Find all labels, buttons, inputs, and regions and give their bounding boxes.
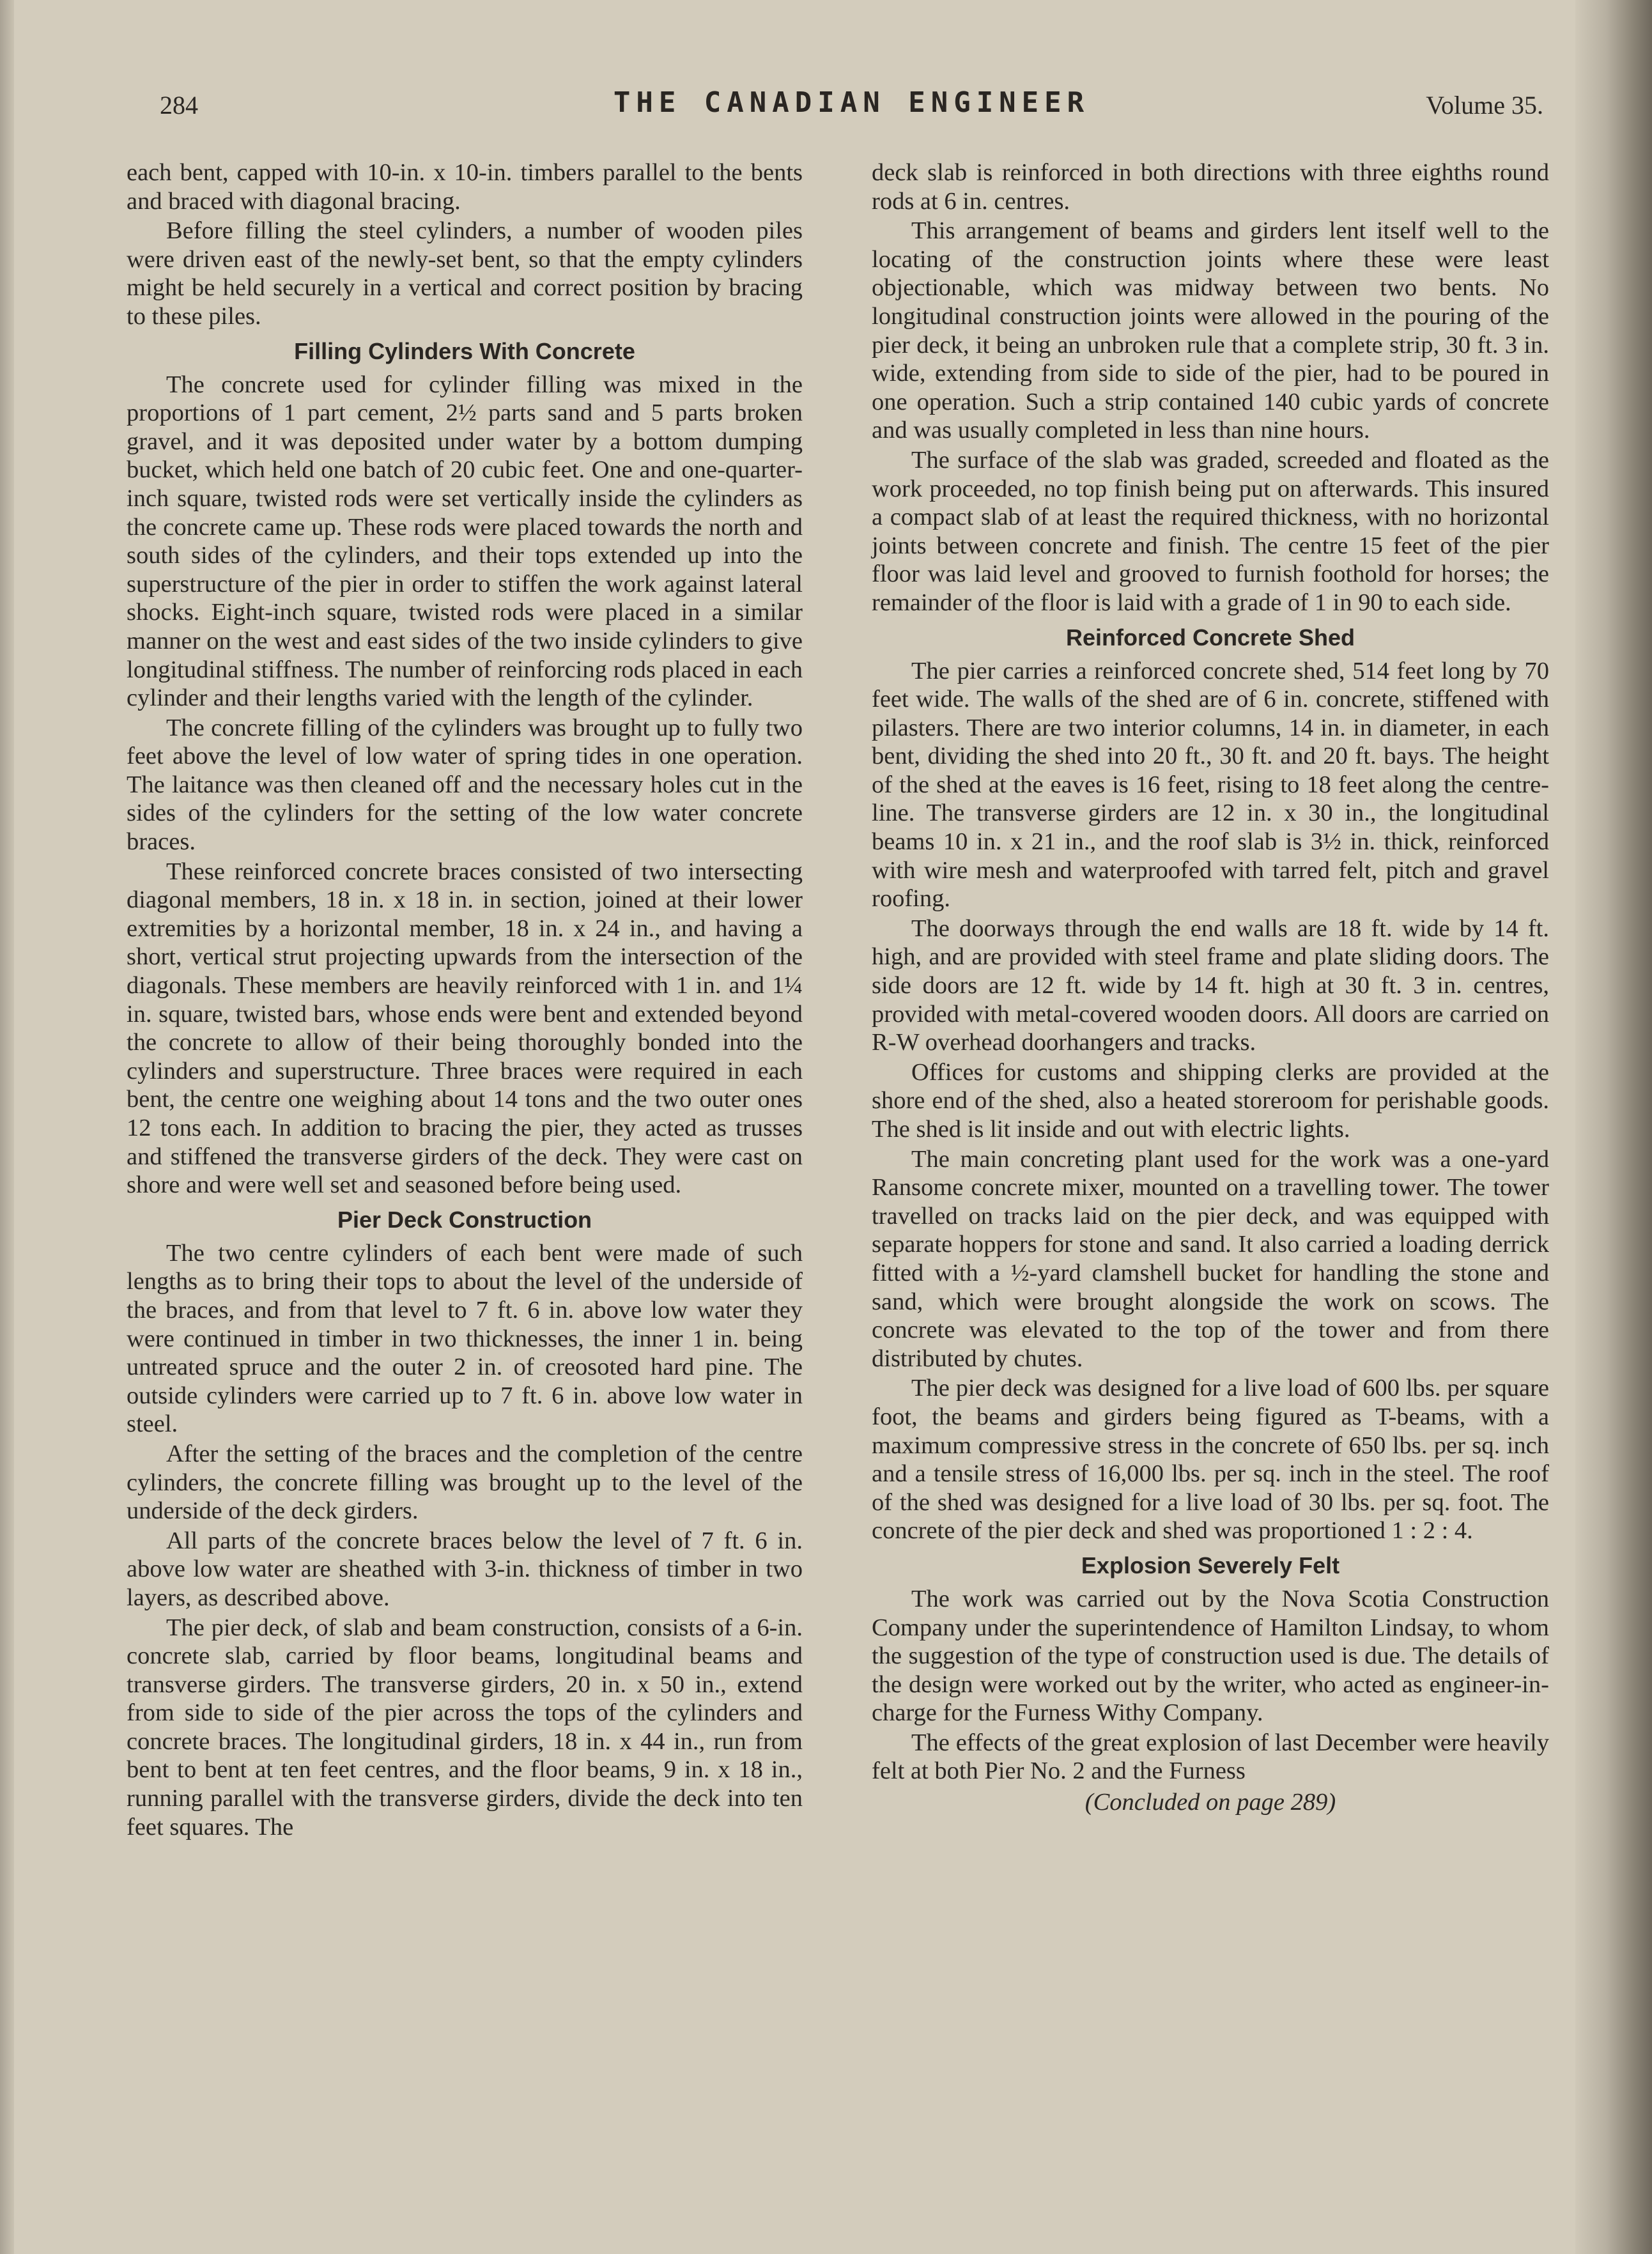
paragraph: This arrangement of beams and girders lent itself well to the locating of the construction joints where these were least objectionable, which was midway between two bents. No longitudinal construction joints were allowed in the pouring of the pier deck, it being an unbroken rule that a complete strip, 30 ft. 3 in. wide, extending from side to side of the pier, had to be poured in one operation. Such a strip contained 140 cubic yards of concrete and was usually completed in less than nine hours. (872, 217, 1549, 444)
paragraph: The surface of the slab was graded, screeded and floated as the work proceeded, no top finish being put on afterwards. This insured a compact slab of at least the required thickness, with no horizontal joints between concrete and finish. The centre 15 feet of the pier floor was laid level and grooved to furnish foothold for horses; the remainder of the floor is laid with a grade of 1 in 90 to each side. (872, 446, 1549, 616)
paragraph: The main concreting plant used for the work was a one-yard Ransome concrete mixer, mounted on a travelling tower. The tower travelled on tracks laid on the pier deck, and was equipped with separate hoppers for stone and sand. It also carried a loading derrick fitted with a ½-yard clamshell bucket for handling the stone and sand, which were brought alongside the work on scows. The concrete was elevated to the top of the tower and from there distributed by chutes. (872, 1145, 1549, 1372)
section-heading: Filling Cylinders With Concrete (294, 337, 635, 364)
section-heading: Explosion Severely Felt (1081, 1552, 1340, 1579)
section-heading: Reinforced Concrete Shed (1065, 624, 1355, 651)
paragraph: The effects of the great explosion of last December were heavily felt at both Pier No. 2 and the Furness (872, 1729, 1549, 1785)
paragraph: Before filling the steel cylinders, a number of wooden piles were driven east of the newly-set bent, so that the empty cylinders might be held securely in a vertical and correct position by bracing to these piles. (127, 217, 803, 330)
paragraph: The pier deck was designed for a live load of 600 lbs. per square foot, the beams and girders being figured as T-beams, with a maximum compressive stress in the concrete of 650 lbs. per sq. inch and a tensile stress of 16,000 lbs. per sq. inch in the steel. The roof of the shed was designed for a live load of 30 lbs. per sq. foot. The concrete of the pier deck and shed was proportioned 1 : 2 : 4. (872, 1375, 1549, 1545)
paragraph: After the setting of the braces and the completion of the centre cylinders, the concrete filling was brought up to the level of the underside of the deck girders. (127, 1440, 803, 1525)
journal-title: THE CANADIAN ENGINEER (613, 86, 1090, 119)
page-left-edge (0, 0, 14, 2254)
volume-number: Volume 35. (1426, 91, 1543, 120)
paragraph: The pier carries a reinforced concrete shed, 514 feet long by 70 feet wide. The walls of the shed are of 6 in. concrete, stiffened with pilasters. There are two interior columns, 14 in. in diameter, in each bent, dividing the shed into 20 ft., 30 ft. and 20 ft. bays. The height of the shed at the eaves is 16 feet, rising to 18 feet along the centre-line. The transverse girders are 12 in. x 30 in., the longitudinal beams 10 in. x 21 in., and the roof slab is 3½ in. thick, reinforced with wire mesh and waterproofed with tarred felt, pitch and gravel roofing. (872, 657, 1549, 913)
paragraph: The concrete used for cylinder filling was mixed in the proportions of 1 part cement, 2½ parts sand and 5 parts broken gravel, and it was deposited under water by a bottom dumping bucket, which held one batch of 20 cubic feet. One and one-quarter-inch square, twisted rods were set vertically inside the cylinders as the concrete came up. These rods were placed towards the north and south sides of the cylinders, and their tops extended up into the superstructure of the pier in order to stiffen the work against lateral shocks. Eight-inch square, twisted rods were placed in a similar manner on the west and east sides of the two inside cylinders to give longitudinal stiffness. The number of reinforcing rods placed in each cylinder and their lengths varied with the length of the cylinder. (127, 371, 803, 712)
paragraph: The pier deck, of slab and beam construction, consists of a 6-in. concrete slab, carried by floor beams, longitudinal beams and transverse girders. The transverse girders, 20 in. x 50 in., extend from side to side of the pier across the tops of the cylinders and concrete braces. The longitudinal girders, 18 in. x 44 in., run from bent to bent at ten feet centres, and the floor beams, 9 in. x 18 in., running parallel with the transverse girders, divide the deck into ten feet squares. The (127, 1614, 803, 1841)
paragraph: All parts of the concrete braces below the level of 7 ft. 6 in. above low water are sheathed with 3-in. thickness of timber in two layers, as described above. (127, 1527, 803, 1611)
paragraph: The concrete filling of the cylinders was brought up to fully two feet above the level of low water of spring tides in one operation. The laitance was then cleaned off and the necessary holes cut in the sides of the cylinders for the setting of the low water concrete braces. (127, 714, 803, 856)
page-number: 284 (160, 91, 198, 120)
page-right-edge (1575, 0, 1652, 2254)
paragraph: deck slab is reinforced in both directions with three eighths round rods at 6 in. centres. (872, 159, 1549, 215)
paragraph: The two centre cylinders of each bent were made of such lengths as to bring their tops to about the level of the underside of the braces, and from that level to 7 ft. 6 in. above low water they were continued in timber in two thicknesses, the inner 1 in. being untreated spruce and the outer 2 in. of creosoted hard pine. The outside cylinders were carried up to 7 ft. 6 in. above low water in steel. (127, 1239, 803, 1438)
paragraph: each bent, capped with 10-in. x 10-in. timbers parallel to the bents and braced with diagonal bracing. (127, 159, 803, 215)
paragraph: Offices for customs and shipping clerks are provided at the shore end of the shed, also a heated storeroom for perishable goods. The shed is lit inside and out with electric lights. (872, 1058, 1549, 1143)
paragraph: These reinforced concrete braces consisted of two intersecting diagonal members, 18 in. x 18 in. in section, joined at their lower extremities by a horizontal member, 18 in. x 24 in., and having a short, vertical strut projecting upwards from the intersection of the diagonals. These members are heavily reinforced with 1 in. and 1¼ in. square, twisted bars, whose ends were bent and extended beyond the concrete to allow of their being thoroughly bonded into the cylinders and superstructure. Three braces were required in each bent, the centre one weighing about 14 tons and the two outer ones 12 tons each. In addition to bracing the pier, they acted as trusses and stiffened the transverse girders of the deck. They were cast on shore and were well set and seasoned before being used. (127, 858, 803, 1199)
paragraph: The work was carried out by the Nova Scotia Construction Company under the superintendence of Hamilton Lindsay, to whom the suggestion of the type of construction used is due. The details of the design were worked out by the writer, who acted as engineer-in-charge for the Furness Withy Company. (872, 1585, 1549, 1727)
left-column (127, 158, 803, 2127)
right-column (872, 158, 1549, 2127)
paragraph: The doorways through the end walls are 18 ft. wide by 14 ft. high, and are provided with steel frame and plate sliding doors. The side doors are 12 ft. wide by 14 ft. high at 30 ft. 3 in. centres, provided with metal-covered wooden doors. All doors are carried on R-W overhead doorhangers and tracks. (872, 915, 1549, 1056)
running-header (160, 86, 1543, 125)
section-heading: Pier Deck Construction (337, 1206, 592, 1233)
continuation-note: (Concluded on page 289) (1085, 1789, 1336, 1816)
